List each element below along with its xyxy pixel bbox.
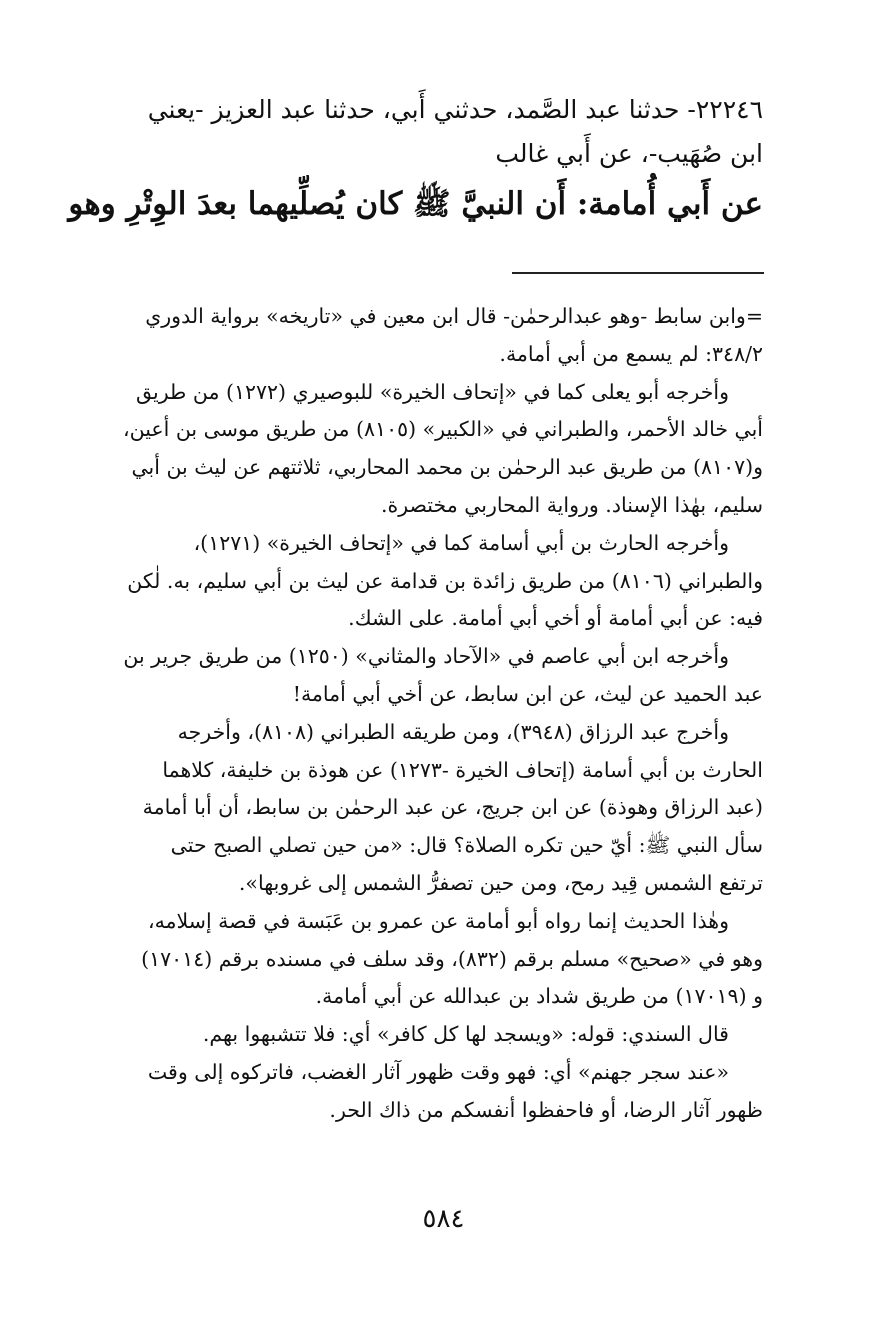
footnote-line: ظهور آثار الرضا، أو فاحفظوا أنفسكم من ذاك الحر. bbox=[329, 1097, 763, 1122]
footnote-line: وأخرجه ابن أبي عاصم في «الآحاد والمثاني» (١٢٥٠) من طريق جرير بن bbox=[123, 644, 729, 669]
footnote-line: قال السندي: قوله: «ويسجد لها كل كافر» أي: فلا تتشبهوا بهم. bbox=[202, 1022, 729, 1047]
footnote-line: (عبد الرزاق وهوذة) عن ابن جريج، عن عبد الرحمٰن بن سابط، أن أبا أمامة bbox=[142, 795, 763, 820]
footnote-line: فيه: عن أبي أمامة أو أخي أبي أمامة. على الشك. bbox=[348, 606, 763, 631]
footnote-line: «عند سجر جهنم» أي: فهو وقت ظهور آثار الغضب، فاتركوه إلى وقت bbox=[147, 1059, 729, 1084]
footnote-line: الحارث بن أبي أسامة (إتحاف الخيرة -١٢٧٣) عن هوذة بن خليفة، كلاهما bbox=[162, 757, 763, 782]
hadith-matn: عن أَبي أُمامة: أَن النبيَّ ﷺ كان يُصلِّيهما بعدَ الوِتْرِ وهو bbox=[68, 186, 763, 222]
footnote-line: سليم، بهٰذا الإسناد. ورواية المحاربي مختصرة. bbox=[380, 492, 763, 517]
footnote-line: =وابن سابط -وهو عبدالرحمٰن- قال ابن معين في «تاريخه» برواية الدوري bbox=[145, 304, 763, 328]
footnote-line: ترتفع الشمس قِيد رمح، ومن حين تصفرُّ الشمس إلى غروبها». bbox=[238, 870, 763, 895]
footnote-separator bbox=[512, 272, 764, 274]
footnote-line: وهٰذا الحديث إنما رواه أبو أمامة عن عمرو بن عَبَسة في قصة إسلامه، bbox=[147, 908, 729, 933]
footnotes bbox=[60, 298, 763, 1130]
footnote-line: وأخرج عبد الرزاق (٣٩٤٨)، ومن طريقه الطبراني (٨١٠٨)، وأخرجه bbox=[177, 719, 729, 744]
footnote-line: و(٨١٠٧) من طريق عبد الرحمٰن بن محمد المحاربي، ثلاثتهم عن ليث بن أبي bbox=[131, 455, 763, 480]
hadith-isnad-line-1: ٢٢٢٤٦- حدثنا عبد الصَّمد، حدثني أَبي، حدثنا عبد العزيز -يعني bbox=[147, 95, 763, 124]
footnote-line: والطبراني (٨١٠٦) من طريق زائدة بن قدامة عن ليث بن أبي سليم، به. لٰكن bbox=[127, 568, 763, 593]
hadith-isnad-line-2: ابن صُهَيب-، عن أَبي غالب bbox=[495, 139, 763, 168]
footnote-line: و (١٧٠١٩) من طريق شداد بن عبدالله عن أبي أمامة. bbox=[315, 984, 763, 1009]
hadith-block bbox=[60, 88, 763, 228]
footnote-line: ٣٤٨/٢: لم يسمع من أبي أمامة. bbox=[499, 341, 763, 366]
footnote-line: وأخرجه الحارث بن أبي أسامة كما في «إتحاف الخيرة» (١٢٧١)، bbox=[193, 530, 729, 555]
footnote-line: أبي خالد الأحمر، والطبراني في «الكبير» (٨١٠٥) من طريق موسى بن أعين، bbox=[122, 417, 763, 442]
footnote-line: عبد الحميد عن ليث، عن ابن سابط، عن أخي أبي أمامة! bbox=[292, 681, 763, 706]
footnote-line: وأخرجه أبو يعلى كما في «إتحاف الخيرة» للبوصيري (١٢٧٢) من طريق bbox=[135, 379, 729, 404]
footnote-line: وهو في «صحيح» مسلم برقم (٨٣٢)، وقد سلف في مسنده برقم (١٧٠١٤) bbox=[141, 946, 763, 971]
footnote-line: سأل النبي ﷺ: أيّ حين تكره الصلاة؟ قال: «من حين تصلي الصبح حتى bbox=[170, 833, 763, 858]
page-number: ٥٨٤ bbox=[422, 1204, 465, 1234]
